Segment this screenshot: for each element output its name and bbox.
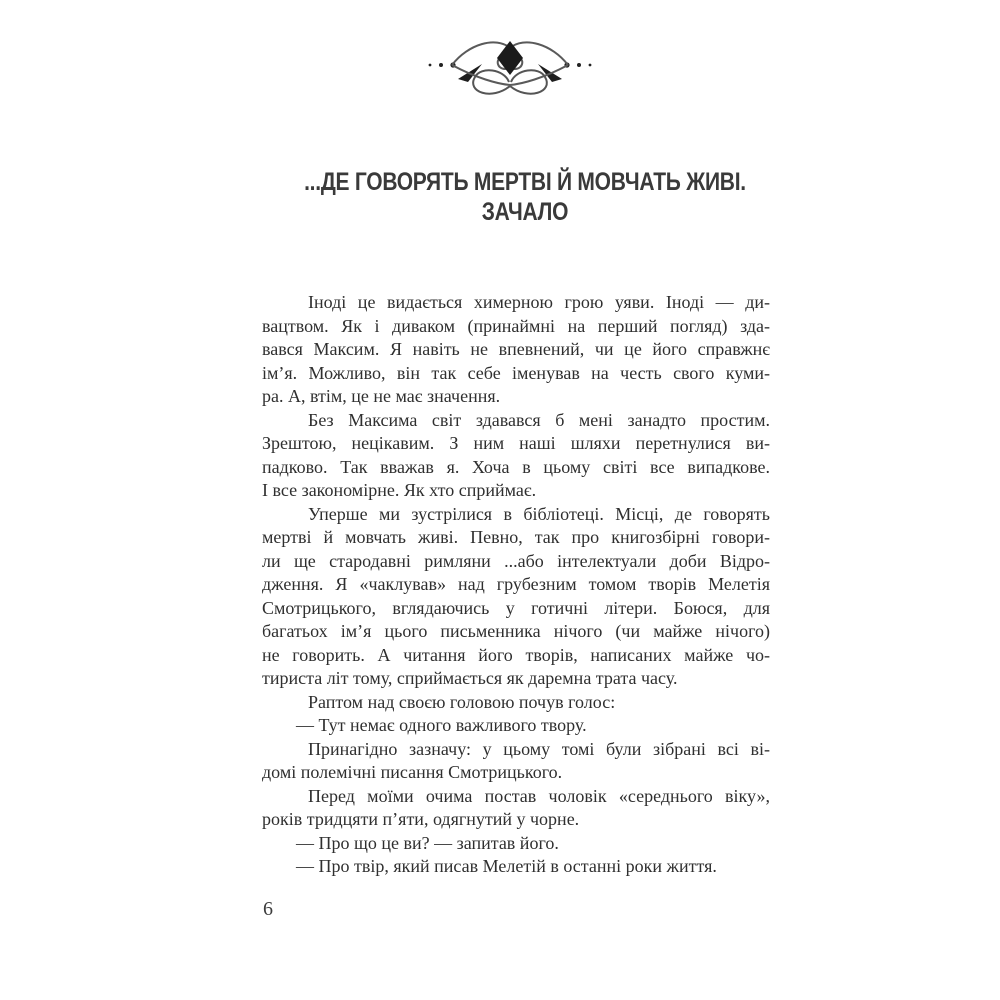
text-line: — Про що це ви? — запитав його. (296, 832, 559, 853)
text-line: — Тут немає одного важливого твору. (296, 715, 587, 735)
text-line: падково. Так вважав я. Хоча в цьому світі все випадкове. (262, 456, 770, 477)
chapter-title-text (304, 167, 746, 227)
text-line: багатьох ім’я цього письменника нічого (чи майже нічого) (262, 621, 770, 641)
text-line: Раптом над своєю головою почув голос: (308, 691, 616, 712)
chapter-title (262, 167, 770, 228)
text-line: вацтвом. Як і диваком (принаймні на перший погляд) зда- (262, 315, 770, 336)
text-line: дження. Я «чаклував» над грубезним томом творів Мелетія (262, 574, 770, 594)
text-line: Смотрицького, вглядаючись у готичні літери. Боюся, для (262, 597, 770, 618)
text-line: домі полемічні писання Смотрицького. (262, 762, 563, 782)
text-line: ли ще стародавні римляни ...або інтелектуали доби Відро- (262, 550, 770, 571)
text-line: Уперше ми зустрілися в бібліотеці. Місці, де говорять (308, 503, 770, 524)
text-line: років тридцяти п’яти, одягнутий у чорне. (262, 809, 580, 829)
text-line: Зрештою, нецікавим. З ним наші шляхи перетнулися ви- (262, 433, 770, 453)
text-line: Принагідно зазначу: у цьому томі були зібрані всі ві- (308, 738, 770, 759)
text-line: мертві й мовчать живі. Певно, так про книгозбірні говори- (262, 527, 770, 547)
page-number: 6 (263, 898, 273, 920)
text-line: тириста літ тому, сприймається як даремна трата часу. (262, 668, 678, 688)
chapter-title-line2: ЗАЧАЛО (481, 198, 569, 226)
text-line: І все закономірне. Як хто сприймає. (262, 480, 537, 500)
text-line: — Про твір, який писав Мелетій в останні роки життя. (296, 856, 717, 876)
text-line: ра. А, втім, це не має значення. (262, 386, 501, 406)
text-line: Іноді це видається химерною грою уяви. Іноді — ди- (308, 292, 770, 312)
text-line: не говорить. А читання його творів, написаних майже чо- (262, 644, 770, 665)
text-line: Перед моїми очима постав чоловік «середнього віку», (308, 785, 770, 806)
chapter-title-line1: ...ДЕ ГОВОРЯТЬ МЕРТВІ Й МОВЧАТЬ ЖИВІ. (304, 168, 746, 196)
scroll-flourish-divider-icon (0, 20, 1000, 110)
text-line: вався Максим. Я навіть не впевнений, чи це його справжнє (262, 339, 770, 359)
text-line: Без Максима світ здавався б мені занадто простим. (308, 409, 770, 430)
body-text (262, 291, 770, 879)
text-line: ім’я. Можливо, він так себе іменував на честь свого куми- (262, 362, 770, 383)
